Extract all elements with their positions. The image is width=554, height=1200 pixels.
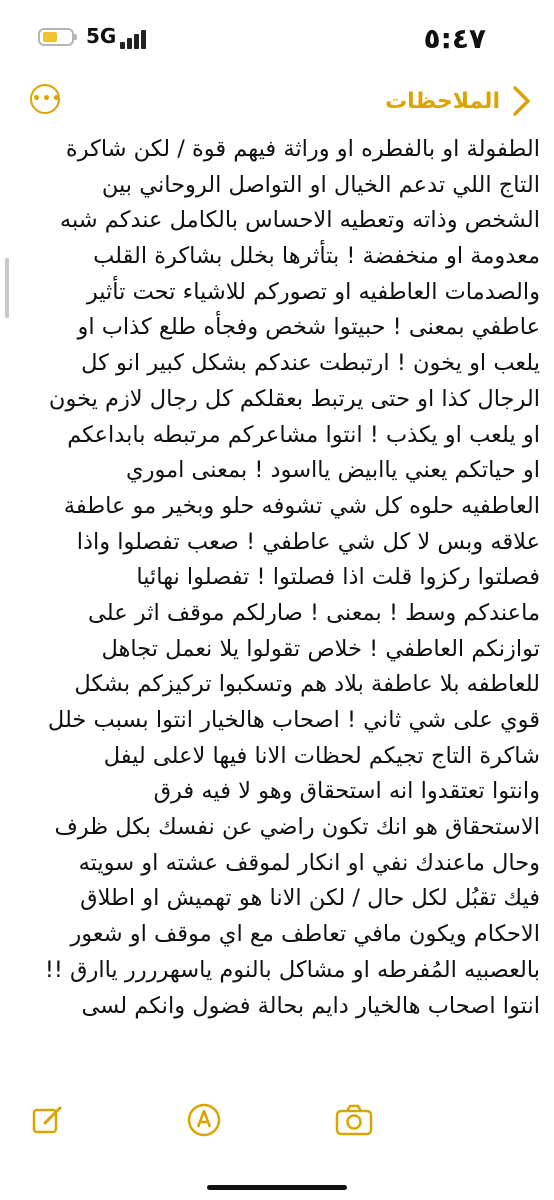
note-line: ماعندكم وسط ! بمعنى ! صارلكم موقف اثر على (88, 599, 540, 626)
note-line: او يلعب او يكذب ! انتوا مشاعركم مرتبطه بابداعكم (67, 421, 540, 448)
note-line: فيك تقبُل لكل حال / لكن الانا هو تهميش او اطلاق (80, 885, 540, 912)
note-line: او حياتكم يعني ياابيض يااسود ! بمعنى اموري (126, 457, 540, 484)
note-line: انتوا اصحاب هالخيار دايم بحالة فضول وانكم لسى (81, 992, 540, 1019)
more-ellipsis-icon: ••• (32, 91, 62, 107)
markup-button[interactable] (184, 1100, 224, 1140)
note-line: علاقه وبس لا كل شي عاطفي ! صعب تفصلوا واذا (76, 528, 540, 555)
note-line: قوي على شي ثاني ! اصحاب هالخيار انتوا بسبب خلل (47, 707, 540, 733)
note-line: يلعب او يخون ! ارتبطت عندكم بشكل كبير انو كل (81, 350, 540, 377)
note-line: والصدمات العاطفيه او تصوركم للاشياء تحت تأثير (86, 278, 540, 305)
note-line: الاحكام ويكون مافي تعاطف مع اي موقف او شعور (70, 921, 540, 948)
scroll-indicator[interactable] (5, 258, 9, 318)
note-line: العاطفيه حلوه كل شي تشوفه حلو وبخير مو عاطفة (63, 492, 540, 519)
home-indicator (207, 1185, 347, 1190)
status-time: ٥:٤٧ (423, 22, 486, 55)
markup-pen-icon (184, 1100, 224, 1140)
note-line: للعاطفه بلا عاطفة بلاد هم وتسكبوا تركيزكم بشكل (74, 671, 540, 698)
note-line: فصلتوا ركزوا قلت اذا فصلتوا ! تفصلوا نهائيا (136, 564, 540, 591)
network-type: 5G (86, 24, 117, 48)
chevron-right-icon (506, 84, 536, 118)
compose-button[interactable] (28, 1100, 68, 1140)
cellular-signal-icon (120, 29, 150, 49)
status-bar (0, 0, 554, 70)
camera-icon (332, 1100, 376, 1140)
note-line: عاطفي بمعنى ! حبيتوا شخص وفجأه طلع كذاب او (77, 314, 540, 341)
compose-icon (28, 1100, 68, 1140)
note-line: وانتوا تعتقدوا انه استحقاق وهو لا فيه فرق (153, 778, 540, 805)
note-body[interactable] (14, 132, 540, 1094)
bottom-toolbar (0, 1100, 554, 1140)
note-line: معدومة او منخفضة ! بتأثرها بخلل بشاكرة القلب (93, 243, 540, 270)
note-line: الطفولة او بالفطره او وراثة فيهم قوة / لكن شاكرة (65, 136, 540, 162)
note-line: وحال ماعندك نفي او انكار لموقف عشته او سويته (78, 849, 540, 876)
more-options-button[interactable] (30, 84, 60, 114)
note-line: الشخص وذاته وتعطيه الاحساس بالكامل عندكم شبه (59, 207, 540, 234)
note-line: شاكرة التاج تجيكم لحظات الانا فيها لاعلى ليفل (103, 742, 540, 769)
camera-button[interactable] (332, 1100, 376, 1140)
nav-bar (0, 82, 554, 126)
note-line: بالعصبيه المُفرطه او مشاكل بالنوم ياسهرررر ياارق !! (44, 956, 540, 983)
note-line: الاستحقاق هو انك تكون راضي عن نفسك بكل ظرف (54, 814, 540, 841)
note-line: الرجال كذا او حتى يرتبط بعقلكم كل رجال لازم يخون (48, 385, 540, 412)
back-label: الملاحظات (385, 88, 500, 114)
battery-icon (38, 28, 74, 46)
note-line: توازنكم العاطفي ! خلاص تقولوا يلا نعمل تجاهل (101, 635, 540, 662)
back-button[interactable] (385, 84, 536, 118)
note-line: التاج اللي تدعم الخيال او التواصل الروحاني بين (101, 171, 540, 198)
